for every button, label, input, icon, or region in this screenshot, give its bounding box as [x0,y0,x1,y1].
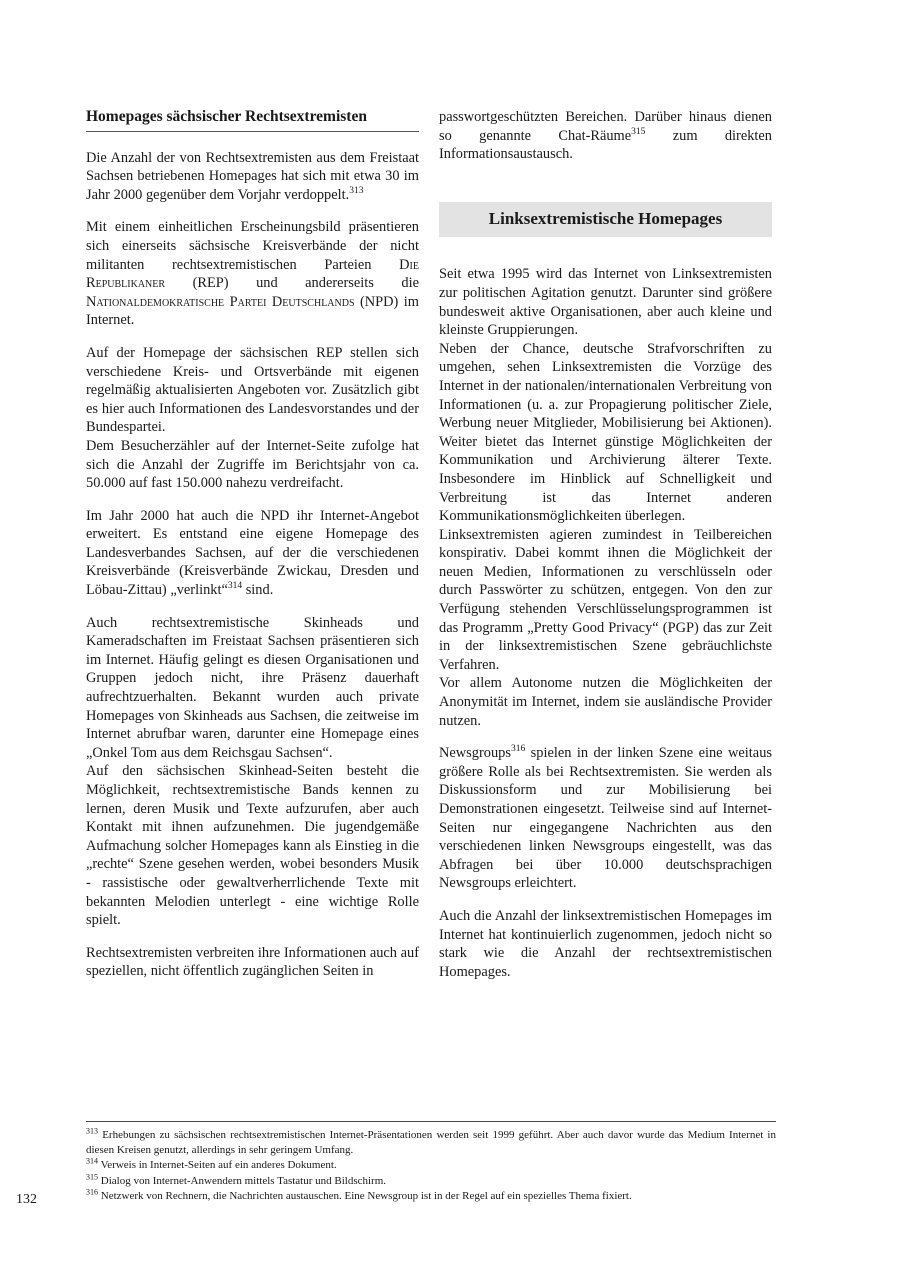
party-name: Nationaldemokratische Partei Deutschlands [86,293,355,310]
footnote: $^{316}$ Netzwerk von Rechnern, die Nachrichten austauschen. Eine Newsgroup ist in der Regel auf ein spezielles Thema fixiert. [86,1187,632,1202]
paragraph: Auch die Anzahl der linksextremistischen Homepages im Internet hat kontinuierlich zugenommen, jedoch nicht so stark wie die Anzahl der rechtsextremistischen Homepages. [439,907,772,980]
footnote-ref[interactable]: 313 [349,185,364,196]
paragraph: Vor allem Autonome nutzen die Möglichkeiten der Anonymität im Internet, indem sie ausländische Provider nutzen. [439,675,772,729]
paragraph: passwortgeschützten Bereichen. Darüber hinaus dienen so genannte Chat-Räume$^{315}$ zum direkten Informationsaustausch. [439,109,773,163]
paragraph: Im Jahr 2000 hat auch die NPD ihr Internet-Angebot erweitert. Es entstand eine eigene Homepage des Landesverbandes Sachsen, auf der die verschiedenen Kreisverbände (Kreisverbände Zwickau, Dresden und Löbau-Zittau) „verlinkt“$^{314}$ sind. [86,507,419,599]
footnote: $^{313}$ Erhebungen zu sächsischen rechtsextremistischen Internet-Präsentationen werden seit 1999 geführt. Aber auch davor wurde das Medium Internet in diesen Kreisen genutzt, allerdings in sehr geringem Umfang. [86,1126,776,1157]
paragraph: Rechtsextremisten verbreiten ihre Informationen auch auf speziellen, nicht öffentlich zugänglichen Seiten in [86,944,419,980]
right-column [439,108,772,981]
footnote: $^{315}$ Dialog von Internet-Anwendern mittels Tastatur und Bildschirm. [86,1171,387,1187]
page-number: 132 [16,1192,37,1207]
paragraph: Auf den sächsischen Skinhead-Seiten besteht die Möglichkeit, rechtsextremistische Bands kennen zu lernen, deren Musik und Texte aufzurufen, aber auch Kontakt mit ihnen aufzunehmen. Die jugendgemäße Aufmachung solcher Homepages kann als Einstieg in die „rechte“ Szene gesehen werden, wobei besonders Musik - rassistische oder gewaltverherrlichende Texte mit bekannten Melodien unterlegt - eine wichtige Rolle spielt. [86,763,419,929]
paragraph: Auf der Homepage der sächsischen REP stellen sich verschiedene Kreis- und Ortsverbände mit eigenen regelmäßig aktualisierten Angeboten vor. Zusätzlich gibt es hier auch Informationen des Landesvorstandes und der Bundespartei. [86,344,419,436]
paragraph: Dem Besucherzähler auf der Internet-Seite zufolge hat sich die Anzahl der Zugriffe im Berichtsjahr von ca. 50.000 auf fast 150.000 nahezu verdreifacht. [86,437,419,492]
paragraph: Newsgroups$^{316}$ spielen in der linken Szene eine weitaus größere Rolle als bei Rechtsextremisten. Sie werden als Diskussionsform und zur Mobilisierung bei Demonstrationen eingesetzt. Teilweise sind auf Internet-Seiten nur eingegangene Nachrichten aus den verschiedenen linken Newsgroups eingestellt, was das Abfragen bei über 10.000 deutschsprachigen Newsgroups erleichtert. [439,744,772,892]
paragraph: Neben der Chance, deutsche Strafvorschriften zu umgehen, sehen Linksextremisten die Vorzüge des Internet in der nationalen/internationalen Verbreitung von Informationen (u. a. zur Propagierung politischer Ziele, Werbung neuer Mitglieder, Mobilisierung bei Aktionen). Weiter bietet das Internet günstige Möglichkeiten der Kommunikation und Archivierung älterer Texte. Insbesondere im Hinblick auf Schnelligkeit und Verbreitung ist das Internet anderen Kommunikationsmöglichkeiten überlegen. [439,340,772,525]
footnote-ref[interactable]: 315 [631,126,646,137]
paragraph: Seit etwa 1995 wird das Internet von Linksextremisten zur politischen Agitation genutzt. Darunter sind größere bundesweit aktive Organisationen, aber auch kleine und kleinste Gruppierungen. [439,266,772,339]
section-heading-right-extremist: Homepages sächsischer Rechtsextremisten [86,108,419,132]
footnotes [86,1121,776,1204]
left-column [86,108,419,981]
party-name: Die Republikaner [86,256,419,292]
section-heading-left-extremist: Linksextremistische Homepages [439,202,772,238]
footnote: $^{314}$ Verweis in Internet-Seiten auf ein anderes Dokument. [86,1156,337,1172]
paragraph: Auch rechtsextremistische Skinheads und Kameradschaften im Freistaat Sachsen präsentieren sich im Internet. Häufig gelingt es diesen Organisationen und Gruppen jedoch nicht, ihre Präsenz dauerhaft aufrechtzuerhalten. Bekannt wurden auch private Homepages von Skinheads aus Sachsen, die zeitweise im Internet abrufbar waren, darunter eine Homepage eines „Onkel Tom aus dem Reichsgau Sachsen“. [86,614,419,761]
paragraph: Mit einem einheitlichen Erscheinungsbild präsentieren sich einerseits sächsische Kreisverbände der nicht militanten rechtsextremistischen Parteien Die Republikaner (REP) und andererseits die Nationaldemokratische Partei Deutschlands (NPD) im Internet. [86,219,419,329]
footnote-ref[interactable]: 316 [510,744,526,755]
paragraph: Die Anzahl der von Rechtsextremisten aus dem Freistaat Sachsen betriebenen Homepages hat sich mit etwa 30 im Jahr 2000 gegenüber dem Vorjahr verdoppelt.$^{313}$ [86,149,419,203]
footnote-ref[interactable]: 314 [227,581,243,592]
paragraph: Linksextremisten agieren zumindest in Teilbereichen konspirativ. Dabei kommt ihnen die Möglichkeit der neuen Medien, Informationen zu verschlüsseln oder durch Passwörter zu schützen, entgegen. Von den zur Verfügung stehenden Verschlüsselungsprogrammen ist das Programm „Pretty Good Privacy“ (PGP) das zur Zeit in der linksextremistischen Szene gebräuchlichste Verfahren. [439,526,772,673]
